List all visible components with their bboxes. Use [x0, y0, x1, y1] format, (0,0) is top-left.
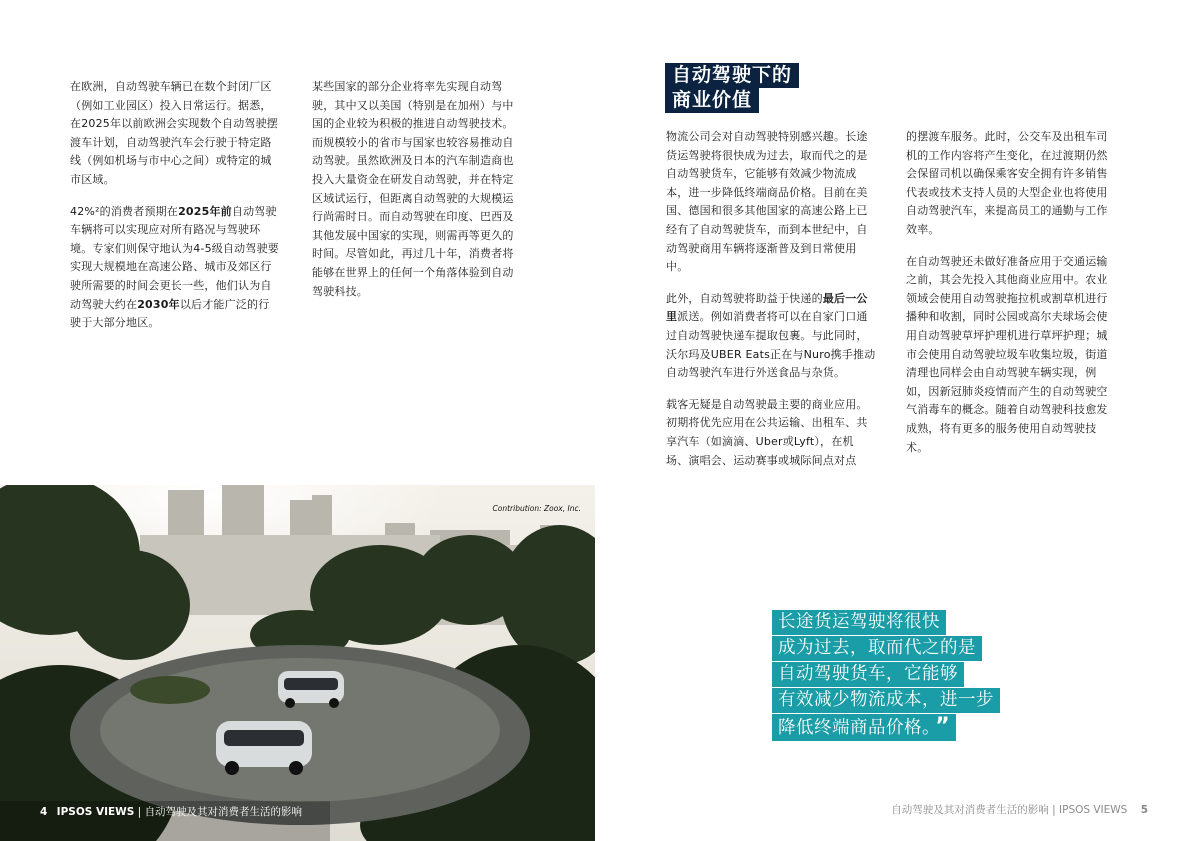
paragraph: 物流公司会对自动驾驶特别感兴趣。长途货运驾驶将很快成为过去，取而代之的是自动驾驶货车，它能够有效减少物流成本，进一步降低终端商品价格。目前在美国、德国和很多其他国家的高速公路上已经有了自动驾驶货车，而到本世纪中，自动驾驶商用车辆将逐渐普及到日常使用中。: [666, 130, 868, 274]
photo-autonomous-vehicles: [0, 485, 595, 841]
paragraph: 在自动驾驶还未做好准备应用于交通运输之前，其会先投入其他商业应用中。农业领域会使用自动驾驶拖拉机或割草机进行播种和收割，同时公园或高尔夫球场会使用自动驾驶草坪护理机进行草坪护理；城市会使用自动驾驶垃圾车收集垃圾，街道清理也同样会由自动驾驶车辆实现，例如，因新冠肺炎疫情而产生的自动驾驶空气消毒车的概念。随着自动驾驶科技愈发成熟，将有更多的服务使用自动驾驶技术。: [906, 254, 1108, 454]
brand-name: IPSOS VIEWS: [56, 806, 135, 818]
left-column-1: [70, 78, 280, 346]
paragraph: 某些国家的部分企业将率先实现自动驾驶，其中又以美国（特别是在加州）与中国的企业较为积极的推进自动驾驶技术。而规模较小的省市与国家也较容易推动自动驾驶。虽然欧洲及日本的汽车制造商也投入大量资金在研发自动驾驶，并在特定区域试运行，但距离自动驾驶的大规模运行尚需时日。而自动驾驶在印度、巴西及其他发展中国家的实现，则需再等更久的时间。尽管如此，再过几十年，消费者将能够在世界上的任何一个角落体验到自动驾驶科技。: [312, 80, 514, 298]
footer-left: [40, 804, 302, 819]
heading-line: 自动驾驶下的: [665, 63, 799, 88]
heading-line: 商业价值: [665, 88, 759, 113]
paragraph: 的摆渡车服务。此时，公交车及出租车司机的工作内容将产生变化，在过渡期仍然会保留司机以确保乘客安全拥有许多销售代表或技术支持人员的大型企业也将使用自动驾驶汽车，来提高员工的通勤与工作效率。: [906, 130, 1108, 236]
left-column-2: [312, 78, 522, 314]
bold-text: 2030年: [137, 297, 180, 311]
bold-text: 最后一公里: [666, 291, 868, 324]
quote-line: 成为过去，取而代之的是: [772, 636, 982, 661]
photo-illustration: [0, 485, 595, 841]
footer-title: 自动驾驶及其对消费者生活的影响: [891, 804, 1049, 816]
quote-line: 自动驾驶货车，它能够: [772, 662, 964, 687]
footer-right: [891, 802, 1148, 817]
footer-title: 自动驾驶及其对消费者生活的影响: [144, 806, 303, 818]
vehicle: [278, 671, 344, 708]
brand-name: IPSOS VIEWS: [1059, 804, 1128, 816]
paragraph: 载客无疑是自动驾驶最主要的商业应用。初期将优先应用在公共运输、出租车、共享汽车（如滴滴、Uber或Lyft），在机场、演唱会、运动赛事或城际间点对点: [666, 397, 868, 467]
right-column-1: [666, 128, 876, 483]
quote-mark-icon: ”: [935, 714, 951, 739]
bold-text: 2025年前: [178, 204, 232, 218]
right-column-2: [906, 128, 1118, 470]
page-number: 4: [40, 806, 48, 818]
footer-separator: |: [137, 806, 142, 818]
section-heading: [665, 63, 799, 113]
paragraph: 42%²的消费者预期在2025年前自动驾驶车辆将可以实现应对所有路况与驾驶环境。专家们则保守地认为4-5级自动驾驶要实现大规模地在高速公路、城市及郊区行驶所需要的时间会更长一些，他们认为自动驾驶大约在2030年以后才能广泛的行驶于大部分地区。: [70, 204, 279, 330]
paragraph: 在欧洲，自动驾驶车辆已在数个封闭厂区（例如工业园区）投入日常运行。据悉，在2025年以前欧洲会实现数个自动驾驶摆渡车计划，自动驾驶汽车会行驶于特定路线（例如机场与市中心之间）或特定的城市区域。: [70, 80, 278, 186]
vehicle: [216, 721, 312, 775]
quote-line: 有效减少物流成本，进一步: [772, 688, 1000, 713]
pull-quote: [772, 610, 1000, 742]
quote-line: 降低终端商品价格。 ”: [772, 714, 956, 741]
footer-separator: |: [1052, 804, 1056, 816]
photo-credit: Contribution: Zoox, Inc.: [492, 504, 581, 513]
paragraph: 此外，自动驾驶将助益于快递的最后一公里派送。例如消费者将可以在自家门口通过自动驾驶快递车提取包裹。与此同时，沃尔玛及UBER Eats正在与Nuro携手推动自动驾驶汽车进行外送食品与杂货。: [666, 291, 876, 380]
page-number: 5: [1140, 804, 1148, 816]
quote-line: 长途货运驾驶将很快: [772, 610, 946, 635]
